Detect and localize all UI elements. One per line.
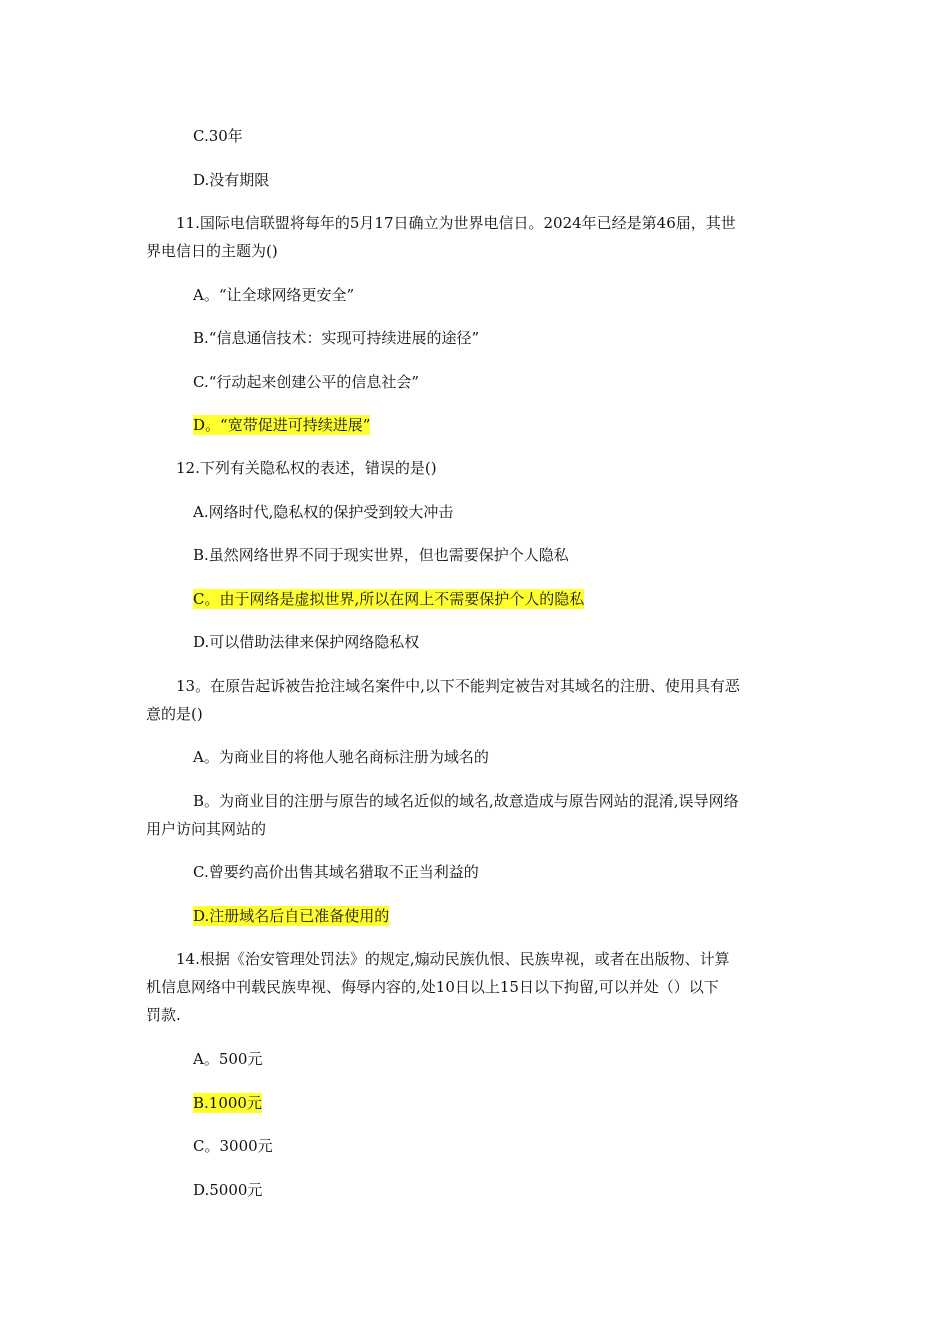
q14-option-a: A。500元 xyxy=(193,1050,263,1068)
q12-option-d: D.可以借助法律来保护网络隐私权 xyxy=(193,633,420,651)
q13-option-c: C.曾要约高价出售其域名猎取不正当利益的 xyxy=(193,863,479,881)
q10-option-c: C.30年 xyxy=(193,127,243,145)
q11-option-d-highlighted: D。“宽带促进可持续进展” xyxy=(193,416,371,434)
q11-option-a: A。“让全球网络更安全” xyxy=(193,286,355,304)
q11-option-c: C.“行动起来创建公平的信息社会” xyxy=(193,373,420,391)
q13-option-d-highlighted: D.注册域名后自已准备使用的 xyxy=(193,907,390,925)
q14-stem-cont2: 罚款. xyxy=(146,1006,181,1024)
q14-option-d: D.5000元 xyxy=(193,1181,263,1199)
q11-stem: 11.国际电信联盟将每年的5月17日确立为世界电信日。2024年已经是第46届，其世 xyxy=(176,214,736,232)
q13-stem-cont: 意的是() xyxy=(146,705,203,723)
q11-stem-cont: 界电信日的主题为() xyxy=(146,242,278,260)
q11-option-b: B.“信息通信技术：实现可持续进展的途径” xyxy=(193,329,480,347)
q12-option-a: A.网络时代,隐私权的保护受到较大冲击 xyxy=(193,503,454,521)
q12-option-c-highlighted: C。由于网络是虚拟世界,所以在网上不需要保护个人的隐私 xyxy=(193,590,585,608)
q12-stem: 12.下列有关隐私权的表述，错误的是() xyxy=(176,459,437,477)
q13-option-b: B。为商业目的注册与原告的域名近似的域名,故意造成与原告网站的混淆,误导网络 xyxy=(193,792,739,810)
q14-option-b-highlighted: B.1000元 xyxy=(193,1094,262,1112)
q14-option-c: C。3000元 xyxy=(193,1137,273,1155)
q10-option-d: D.没有期限 xyxy=(193,171,270,189)
q14-stem-cont1: 机信息网络中刊载民族卑视、侮辱内容的,处10日以上15日以下拘留,可以并处（）以下 xyxy=(146,978,719,996)
q14-stem: 14.根据《治安管理处罚法》的规定,煽动民族仇恨、民族卑视，或者在出版物、计算 xyxy=(176,950,730,968)
q13-option-a: A。为商业目的将他人驰名商标注册为域名的 xyxy=(193,748,489,766)
q13-stem: 13。在原告起诉被告抢注域名案件中,以下不能判定被告对其域名的注册、使用具有恶 xyxy=(176,677,740,695)
q13-option-b-cont: 用户访问其网站的 xyxy=(146,820,267,838)
q12-option-b: B.虽然网络世界不同于现实世界，但也需要保护个人隐私 xyxy=(193,546,569,564)
